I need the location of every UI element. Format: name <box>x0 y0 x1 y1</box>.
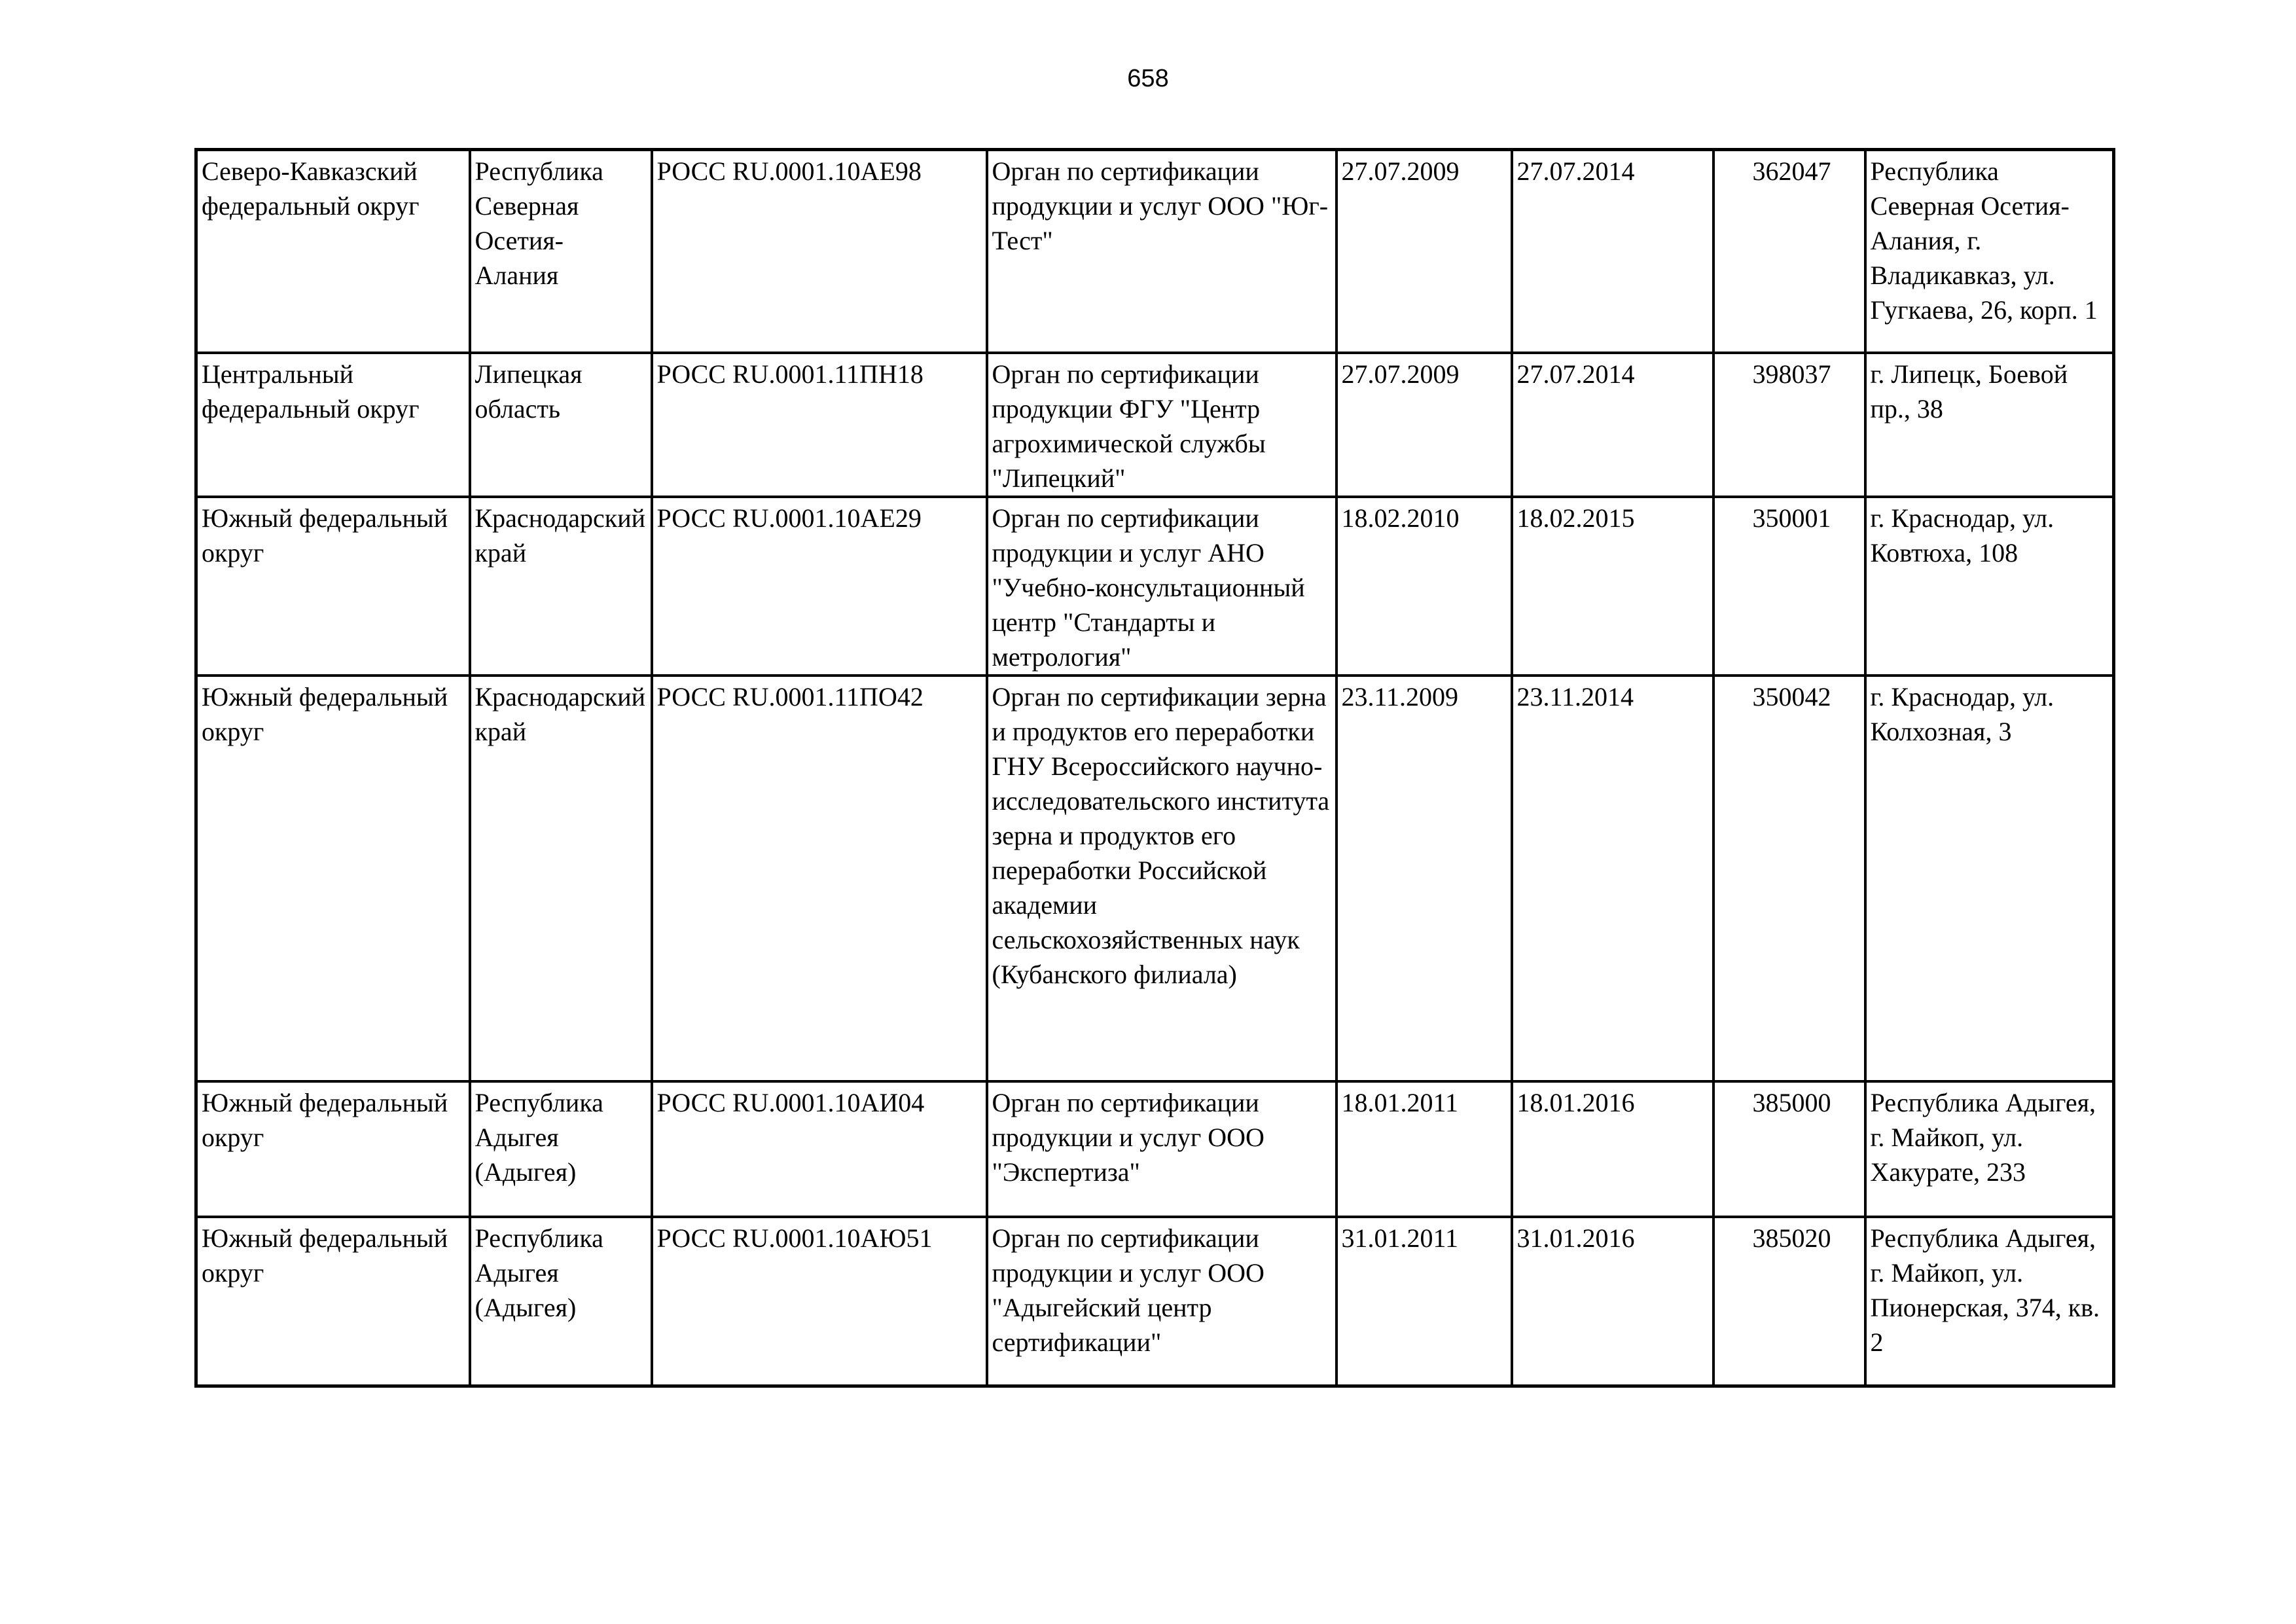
date-from-cell: 27.07.2009 <box>1336 150 1512 353</box>
district-cell: Центральный федеральный округ <box>196 353 470 497</box>
certification-bodies-table <box>194 148 2115 1388</box>
date-to-cell: 27.07.2014 <box>1512 353 1713 497</box>
date-from-cell: 31.01.2011 <box>1336 1217 1512 1386</box>
address-cell: Республика Северная Осетия-Алания, г. Владикавказ, ул. Гугкаева, 26, корп. 1 <box>1865 150 2114 353</box>
organization-cell: Орган по сертификации продукции и услуг ООО "Адыгейский центр сертификации" <box>987 1217 1336 1386</box>
address-cell: г. Краснодар, ул. Колхозная, 3 <box>1865 676 2114 1081</box>
date-to-cell: 18.01.2016 <box>1512 1081 1713 1217</box>
cert-number-cell: РОСС RU.0001.11ПО42 <box>652 676 987 1081</box>
district-cell: Южный федеральный округ <box>196 1217 470 1386</box>
postcode-cell: 385000 <box>1713 1081 1865 1217</box>
organization-cell: Орган по сертификации продукции ФГУ "Центр агрохимической службы "Липецкий" <box>987 353 1336 497</box>
table-row <box>196 150 2114 353</box>
table-row <box>196 497 2114 676</box>
cert-number-cell: РОСС RU.0001.10АИ04 <box>652 1081 987 1217</box>
region-cell: Республика Адыгея (Адыгея) <box>470 1081 652 1217</box>
address-cell: Республика Адыгея, г. Майкоп, ул. Хакурате, 233 <box>1865 1081 2114 1217</box>
date-from-cell: 18.02.2010 <box>1336 497 1512 676</box>
date-to-cell: 23.11.2014 <box>1512 676 1713 1081</box>
cert-number-cell: РОСС RU.0001.10АЕ98 <box>652 150 987 353</box>
page-number: 658 <box>1127 65 1169 92</box>
district-cell: Южный федеральный округ <box>196 497 470 676</box>
address-cell: г. Липецк, Боевой пр., 38 <box>1865 353 2114 497</box>
postcode-cell: 362047 <box>1713 150 1865 353</box>
region-cell: Республика Северная Осетия-Алания <box>470 150 652 353</box>
cert-number-cell: РОСС RU.0001.11ПН18 <box>652 353 987 497</box>
district-cell: Южный федеральный округ <box>196 1081 470 1217</box>
district-cell: Северо-Кавказский федеральный округ <box>196 150 470 353</box>
organization-cell: Орган по сертификации продукции и услуг ООО "Юг-Тест" <box>987 150 1336 353</box>
region-cell: Липецкая область <box>470 353 652 497</box>
address-cell: Республика Адыгея, г. Майкоп, ул. Пионерская, 374, кв. 2 <box>1865 1217 2114 1386</box>
table-row <box>196 353 2114 497</box>
date-from-cell: 27.07.2009 <box>1336 353 1512 497</box>
region-cell: Республика Адыгея (Адыгея) <box>470 1217 652 1386</box>
date-to-cell: 18.02.2015 <box>1512 497 1713 676</box>
organization-cell: Орган по сертификации зерна и продуктов его переработки ГНУ Всероссийского научно-исследовательского института зерна и продуктов его переработки Российской академии сельскохозяйственных наук (Кубанского филиала) <box>987 676 1336 1081</box>
postcode-cell: 350001 <box>1713 497 1865 676</box>
table-row <box>196 1217 2114 1386</box>
region-cell: Краснодарский край <box>470 497 652 676</box>
date-to-cell: 31.01.2016 <box>1512 1217 1713 1386</box>
postcode-cell: 398037 <box>1713 353 1865 497</box>
date-from-cell: 23.11.2009 <box>1336 676 1512 1081</box>
postcode-cell: 385020 <box>1713 1217 1865 1386</box>
table-row <box>196 1081 2114 1217</box>
district-cell: Южный федеральный округ <box>196 676 470 1081</box>
cert-number-cell: РОСС RU.0001.10АЮ51 <box>652 1217 987 1386</box>
cert-number-cell: РОСС RU.0001.10АЕ29 <box>652 497 987 676</box>
region-cell: Краснодарский край <box>470 676 652 1081</box>
organization-cell: Орган по сертификации продукции и услуг АНО "Учебно-консультационный центр "Стандарты и метрология" <box>987 497 1336 676</box>
organization-cell: Орган по сертификации продукции и услуг ООО "Экспертиза" <box>987 1081 1336 1217</box>
date-to-cell: 27.07.2014 <box>1512 150 1713 353</box>
address-cell: г. Краснодар, ул. Ковтюха, 108 <box>1865 497 2114 676</box>
table-row <box>196 676 2114 1081</box>
date-from-cell: 18.01.2011 <box>1336 1081 1512 1217</box>
postcode-cell: 350042 <box>1713 676 1865 1081</box>
